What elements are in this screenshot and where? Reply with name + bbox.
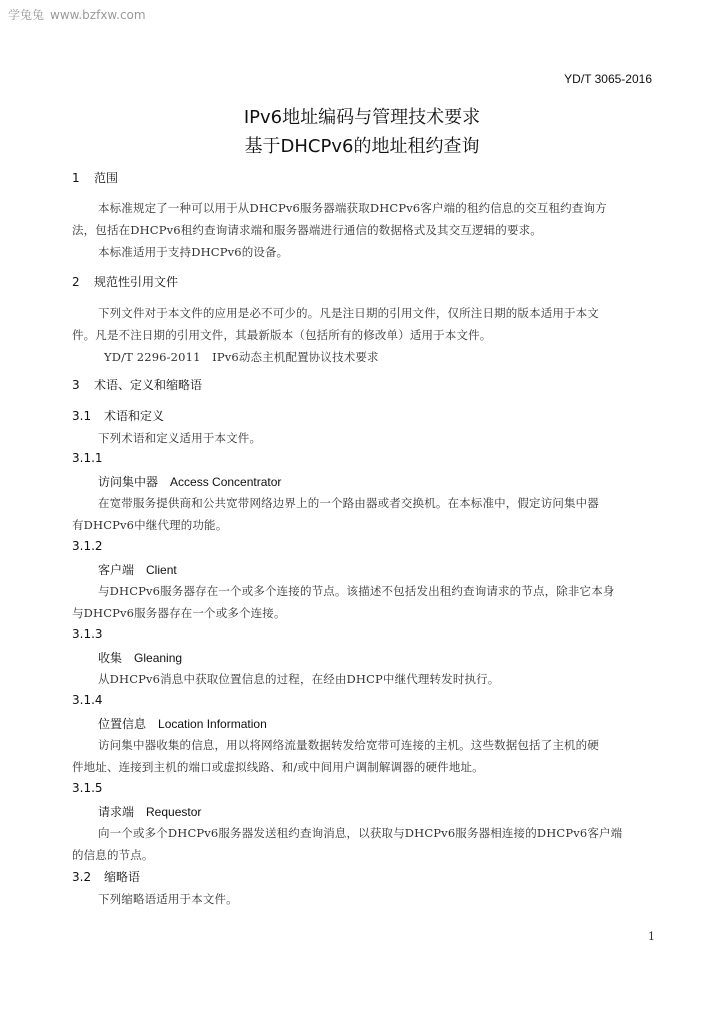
- term-cn: 客户端: [98, 563, 135, 577]
- doc-subtitle: 基于DHCPv6的地址租约查询: [244, 136, 480, 157]
- term-en: Client: [146, 563, 177, 577]
- body-line: 向一个或多个DHCPv6服务器发送租约查询消息，以获取与DHCPv6服务器相连接的DHCPv6客户端: [98, 826, 623, 840]
- term-number: 3.1.3: [72, 627, 103, 641]
- term-cn: 请求端: [98, 805, 135, 819]
- body-line: 法，包括在DHCPv6租约查询请求端和服务器端进行通信的数据格式及其交互逻辑的要求。: [72, 223, 542, 237]
- section-1-heading: [72, 169, 118, 186]
- term-heading: [98, 473, 281, 490]
- section-number: 3: [72, 378, 80, 392]
- watermark-site: 学兔兔: [8, 8, 45, 22]
- term-en: Location Information: [158, 717, 267, 731]
- watermark-url: www.bzfxw.com: [50, 8, 146, 22]
- normative-reference: YD/T 2296-2011 IPv6动态主机配置协议技术要求: [104, 350, 379, 364]
- subsection-3-2-heading: [72, 868, 140, 885]
- subsection-title: 术语和定义: [104, 409, 165, 423]
- body-line: 下列术语和定义适用于本文件。: [98, 431, 262, 445]
- body-line: 与DHCPv6服务器存在一个或多个连接的节点。该描述不包括发出租约查询请求的节点，除非它本身: [98, 584, 615, 598]
- term-number: 3.1.2: [72, 539, 103, 553]
- watermark: [8, 6, 146, 23]
- page-number: 1: [648, 930, 655, 943]
- body-line: 下列缩略语适用于本文件。: [98, 892, 238, 906]
- standard-number: YD/T 3065-2016: [564, 72, 652, 86]
- section-3-heading: [72, 376, 202, 393]
- term-cn: 位置信息: [98, 717, 147, 731]
- term-cn: 收集: [98, 651, 123, 665]
- body-line: 与DHCPv6服务器存在一个或多个连接。: [72, 606, 286, 620]
- body-line: 访问集中器收集的信息，用以将网络流量数据转发给宽带可连接的主机。这些数据包括了主机的硬: [98, 738, 599, 752]
- body-line: 件地址、连接到主机的端口或虚拟线路、和/或中间用户调制解调器的硬件地址。: [72, 760, 484, 774]
- body-line: 件。凡是不注日期的引用文件，其最新版本（包括所有的修改单）适用于本文件。: [72, 328, 492, 342]
- term-heading: [98, 715, 267, 732]
- section-number: 2: [72, 275, 80, 289]
- term-heading: [98, 803, 201, 820]
- doc-title: IPv6地址编码与管理技术要求: [243, 107, 481, 128]
- term-heading: [98, 561, 177, 578]
- body-line: 有DHCPv6中继代理的功能。: [72, 518, 228, 532]
- body-line: 本标准适用于支持DHCPv6的设备。: [98, 245, 289, 259]
- subsection-number: 3.2: [72, 870, 92, 884]
- term-en: Gleaning: [134, 651, 183, 665]
- subsection-number: 3.1: [72, 409, 92, 423]
- subsection-3-1-heading: [72, 407, 164, 424]
- section-title: 规范性引用文件: [94, 275, 179, 289]
- body-line: 的信息的节点。: [72, 848, 154, 862]
- body-line: 在宽带服务提供商和公共宽带网络边界上的一个路由器或者交换机。在本标准中，假定访问集中器: [98, 496, 599, 510]
- body-line: 下列文件对于本文件的应用是必不可少的。凡是注日期的引用文件，仅所注日期的版本适用于本文: [98, 306, 599, 320]
- term-heading: [98, 649, 182, 666]
- section-title: 范围: [94, 171, 119, 185]
- term-number: 3.1.5: [72, 781, 103, 795]
- term-en: Access Concentrator: [170, 475, 282, 489]
- term-number: 3.1.1: [72, 451, 103, 465]
- section-2-heading: [72, 273, 178, 290]
- section-number: 1: [72, 171, 80, 185]
- subsection-title: 缩略语: [104, 870, 141, 884]
- term-cn: 访问集中器: [98, 475, 159, 489]
- body-line: 本标准规定了一种可以用于从DHCPv6服务器端获取DHCPv6客户端的租约信息的交互租约查询方: [98, 201, 607, 215]
- body-line: 从DHCPv6消息中获取位置信息的过程，在经由DHCP中继代理转发时执行。: [98, 672, 500, 686]
- term-en: Requestor: [146, 805, 202, 819]
- section-title: 术语、定义和缩略语: [94, 378, 203, 392]
- term-number: 3.1.4: [72, 693, 103, 707]
